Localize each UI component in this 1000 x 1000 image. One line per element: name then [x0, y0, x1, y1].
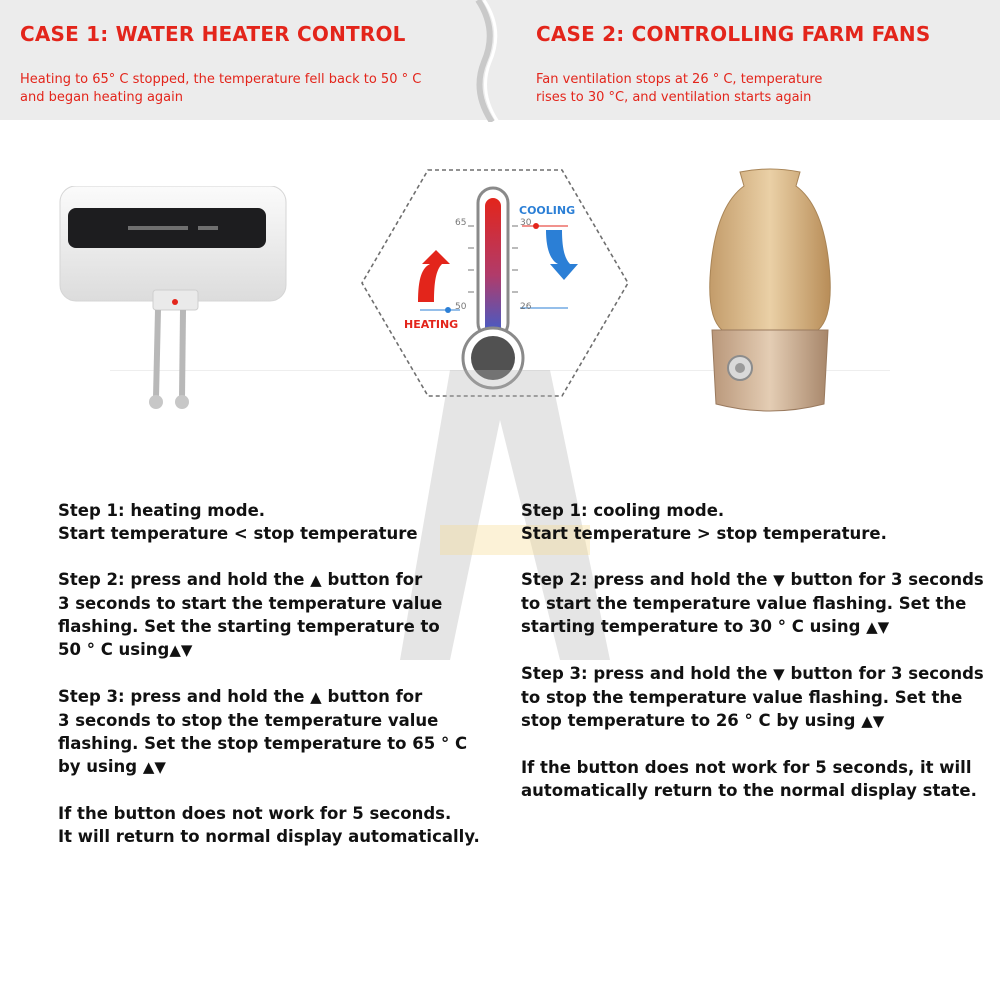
right-step1-line1: Step 1: cooling mode. — [521, 501, 725, 520]
left-step3-text-c: by using — [58, 757, 138, 776]
right-note-line2: automatically return to the normal display state. — [521, 781, 977, 800]
cooling-label: COOLING — [519, 204, 576, 217]
left-steps — [58, 499, 488, 871]
left-step2-text-b: button for — [321, 570, 423, 589]
right-note — [521, 756, 991, 802]
down-arrow-icon: ▼ — [773, 665, 785, 683]
tick-65: 65 — [455, 218, 467, 228]
up-arrow-icon: ▲ — [310, 688, 322, 706]
left-step2-line3: flashing. Set the starting temperature to — [58, 617, 440, 636]
right-step2-line3 — [521, 615, 991, 639]
right-step3-text-b: button for 3 seconds — [784, 664, 984, 683]
right-step2-line1 — [521, 568, 991, 592]
case2-subtitle-line1: Fan ventilation stops at 26 ° C, temperature — [536, 72, 823, 87]
case1-subtitle-line2: and began heating again — [20, 90, 184, 105]
left-step3-line2: 3 seconds to stop the temperature value — [58, 711, 439, 730]
up-down-arrows-icon: ▲▼ — [142, 758, 166, 776]
case1-subtitle — [20, 71, 421, 107]
right-steps — [521, 499, 991, 825]
tick-50: 50 — [455, 302, 467, 312]
right-step2-text-a: Step 2: press and hold the — [521, 570, 774, 589]
left-note-line1: If the button does not work for 5 seconds. — [58, 804, 452, 823]
right-step2-text-b: button for 3 seconds — [784, 570, 984, 589]
left-step3-line4 — [58, 755, 488, 779]
heating-label: HEATING — [404, 318, 459, 331]
left-step3-line1 — [58, 685, 488, 709]
left-step2-text-c: 50 ° C using — [58, 640, 170, 659]
left-step2-text-a: Step 2: press and hold the — [58, 570, 311, 589]
right-step2 — [521, 568, 991, 639]
left-step3-text-a: Step 3: press and hold the — [58, 687, 311, 706]
case2-subtitle — [536, 71, 822, 107]
right-step3-line1 — [521, 662, 991, 686]
right-note-line1: If the button does not work for 5 seconds, it will — [521, 758, 972, 777]
right-step3-line3 — [521, 709, 991, 733]
right-step3-text-c: stop temperature to 26 ° C by using — [521, 711, 856, 730]
down-arrow-icon: ▼ — [773, 571, 785, 589]
left-note — [58, 802, 488, 848]
up-down-arrows-icon: ▲▼ — [866, 618, 890, 636]
thermometer-diagram — [360, 168, 630, 398]
left-step2-line4 — [58, 638, 488, 662]
left-step1 — [58, 499, 488, 545]
left-step1-line2: Start temperature < stop temperature — [58, 524, 418, 543]
right-step3-text-a: Step 3: press and hold the — [521, 664, 774, 683]
right-step3 — [521, 662, 991, 733]
left-note-line2: It will return to normal display automatically. — [58, 827, 480, 846]
left-step2 — [58, 568, 488, 662]
left-step2-line1 — [58, 568, 488, 592]
case1-title: CASE 1: WATER HEATER CONTROL — [20, 22, 406, 46]
left-step3-text-b: button for — [321, 687, 423, 706]
up-down-arrows-icon: ▲▼ — [861, 712, 885, 730]
up-down-arrows-icon: ▲▼ — [169, 641, 193, 659]
tick-26: 26 — [520, 302, 532, 312]
water-heater-image — [58, 186, 288, 416]
tick-30: 30 — [520, 218, 532, 228]
left-step1-line1: Step 1: heating mode. — [58, 501, 266, 520]
fan-device-image — [700, 168, 840, 416]
up-arrow-icon: ▲ — [310, 571, 322, 589]
case2-subtitle-line2: rises to 30 °C, and ventilation starts again — [536, 90, 812, 105]
left-step2-line2: 3 seconds to start the temperature value — [58, 594, 443, 613]
right-step1-line2: Start temperature > stop temperature. — [521, 524, 887, 543]
header-divider — [470, 0, 510, 122]
right-step1 — [521, 499, 991, 545]
left-step3-line3: flashing. Set the stop temperature to 65 ° C — [58, 734, 468, 753]
right-step2-line2: to start the temperature value flashing. Set the — [521, 594, 967, 613]
right-step2-text-c: starting temperature to 30 ° C using — [521, 617, 861, 636]
left-step3 — [58, 685, 488, 779]
right-step3-line2: to stop the temperature value flashing. Set the — [521, 688, 963, 707]
case2-title: CASE 2: CONTROLLING FARM FANS — [536, 22, 931, 46]
case1-subtitle-line1: Heating to 65° C stopped, the temperature fell back to 50 ° C — [20, 72, 422, 87]
